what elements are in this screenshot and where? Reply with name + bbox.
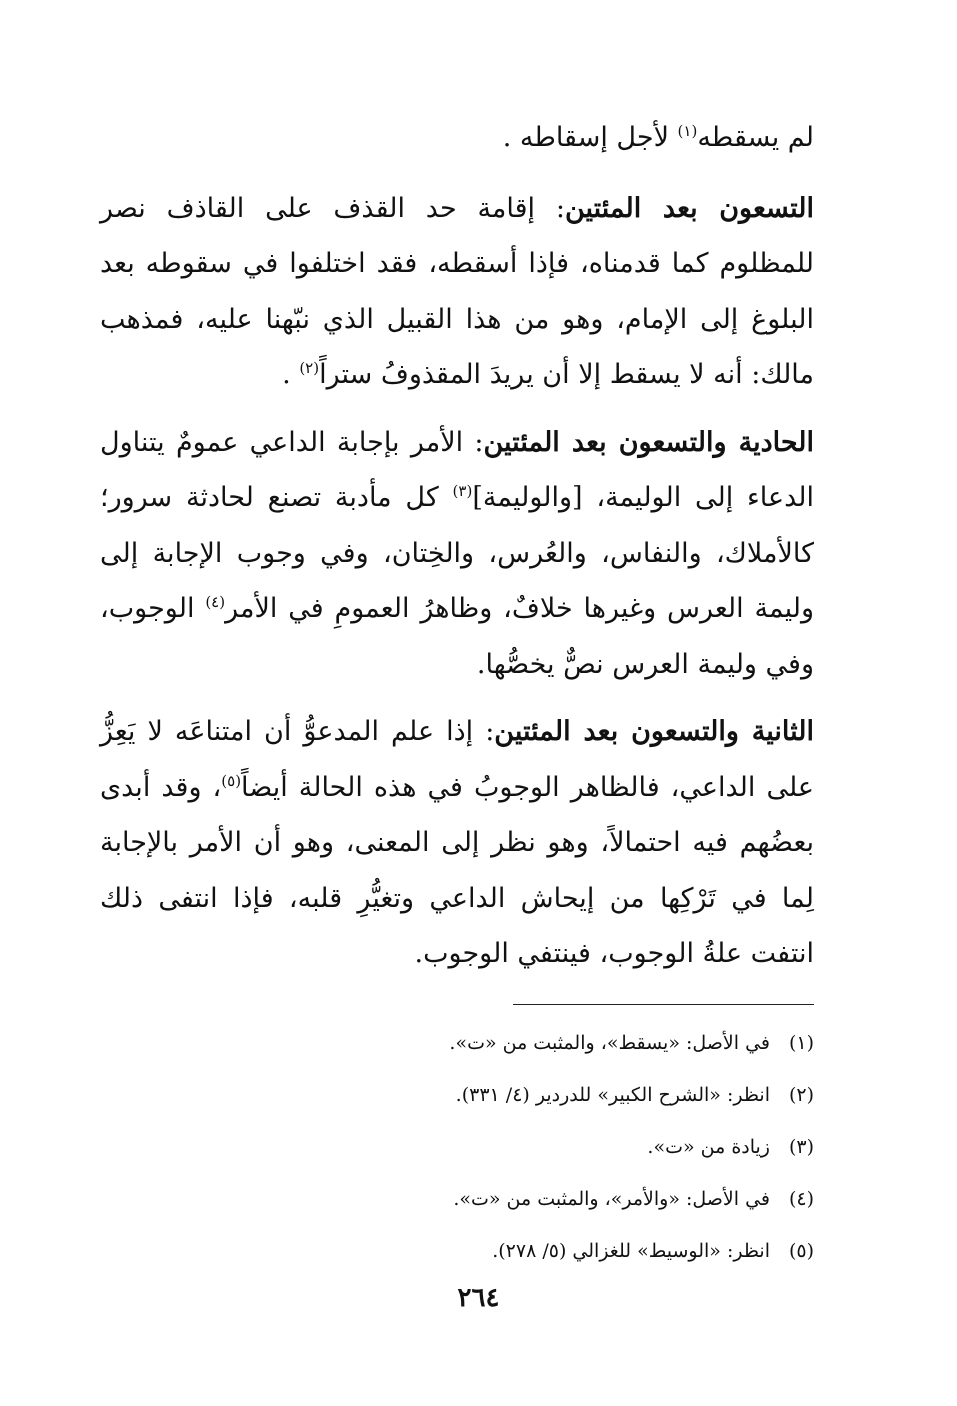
paragraph-2-text: : إقامة حد القذف على القاذف نصر للمظلوم كما قدمناه، فإذا أسقطه، فقد اختلفوا في سقوطه بعد البلوغ إلى الإمام، وهو من هذا القبيل الذي نبّهنا عليه، فمذهب مالك: أنه لا يسقط إلا أن يريدَ المقذوفُ ستراً [100, 192, 814, 390]
paragraph-3-heading: الحادية والتسعون بعد المئتين [483, 426, 814, 458]
footnote-text: زيادة من «ت». [647, 1136, 770, 1158]
page-number: ٢٦٤ [457, 1283, 500, 1313]
footnote-number: (٣) [788, 1136, 814, 1158]
paragraph-3 [100, 415, 814, 693]
footnote-5 [100, 1228, 814, 1280]
paragraph-2 [100, 181, 814, 403]
footnote-ref-3: (٣) [452, 482, 473, 500]
footnote-number: (١) [788, 1032, 814, 1054]
footnote-text: في الأصل: «يسقط»، والمثبت من «ت». [449, 1032, 770, 1054]
footnote-ref-5: (٥) [221, 771, 242, 790]
footnote-number: (٤) [788, 1188, 814, 1210]
paragraph-4-text-b: ، وقد أبدى بعضُهم فيه احتمالاً، وهو نظر إلى المعنى، وهو أن الأمر بالإجابة لِما في تَرْكِها من إيحاش الداعي وتغيُّرِ قلبه، فإذا انتفى ذلك انتفت علةُ الوجوب، فينتفي الوجوب. [100, 771, 814, 969]
paragraph-2-end: . [282, 359, 291, 390]
paragraph-3-text-c: الوجوب، وفي وليمة العرس نصٌّ يخصُّها. [100, 593, 814, 680]
footnotes [100, 1020, 814, 1280]
paragraph-1-text-a: لم يسقطه [697, 122, 814, 153]
footnote-ref-1: (١) [677, 122, 698, 140]
footnote-1 [100, 1020, 814, 1072]
paragraph-3-text-a: : الأمر بإجابة الداعي عمومٌ يتناول الدعاء إلى الوليمة، [والوليمة] [100, 426, 814, 513]
footnote-4 [100, 1176, 814, 1228]
footnote-text: انظر: «الوسيط» للغزالي (٥/ ٢٧٨). [492, 1240, 770, 1262]
paragraph-1-text-b: لأجل إسقاطه . [502, 122, 678, 153]
paragraph-4 [100, 704, 814, 982]
paragraph-1 [100, 110, 814, 166]
main-text [100, 110, 814, 994]
footnote-ref-4: (٤) [205, 593, 226, 611]
footnote-ref-2: (٢) [299, 359, 320, 377]
footnote-separator [513, 1004, 814, 1005]
footnote-2 [100, 1072, 814, 1124]
footnote-3 [100, 1124, 814, 1176]
footnote-text: في الأصل: «والأمر»، والمثبت من «ت». [453, 1188, 770, 1210]
paragraph-4-text-a: : إذا علم المدعوُّ أن امتناعَه لا يَعِزُّ على الداعي، فالظاهر الوجوبُ في هذه الحالة أيضاً [100, 716, 814, 803]
footnote-number: (٢) [788, 1084, 814, 1106]
paragraph-4-heading: الثانية والتسعون بعد المئتين [494, 716, 814, 747]
paragraph-2-heading: التسعون بعد المئتين [564, 192, 814, 224]
footnote-number: (٥) [788, 1240, 814, 1262]
footnote-text: انظر: «الشرح الكبير» للدردير (٤/ ٣٣١). [455, 1084, 770, 1106]
paragraph-3-text-b: كل مأدبة تصنع لحادثة سرور؛ كالأملاك، والنفاس، والعُرس، والخِتان، وفي وجوب الإجابة إلى وليمة العرس وغيرها خلافٌ، وظاهرُ العمومِ في الأمر [100, 482, 814, 624]
